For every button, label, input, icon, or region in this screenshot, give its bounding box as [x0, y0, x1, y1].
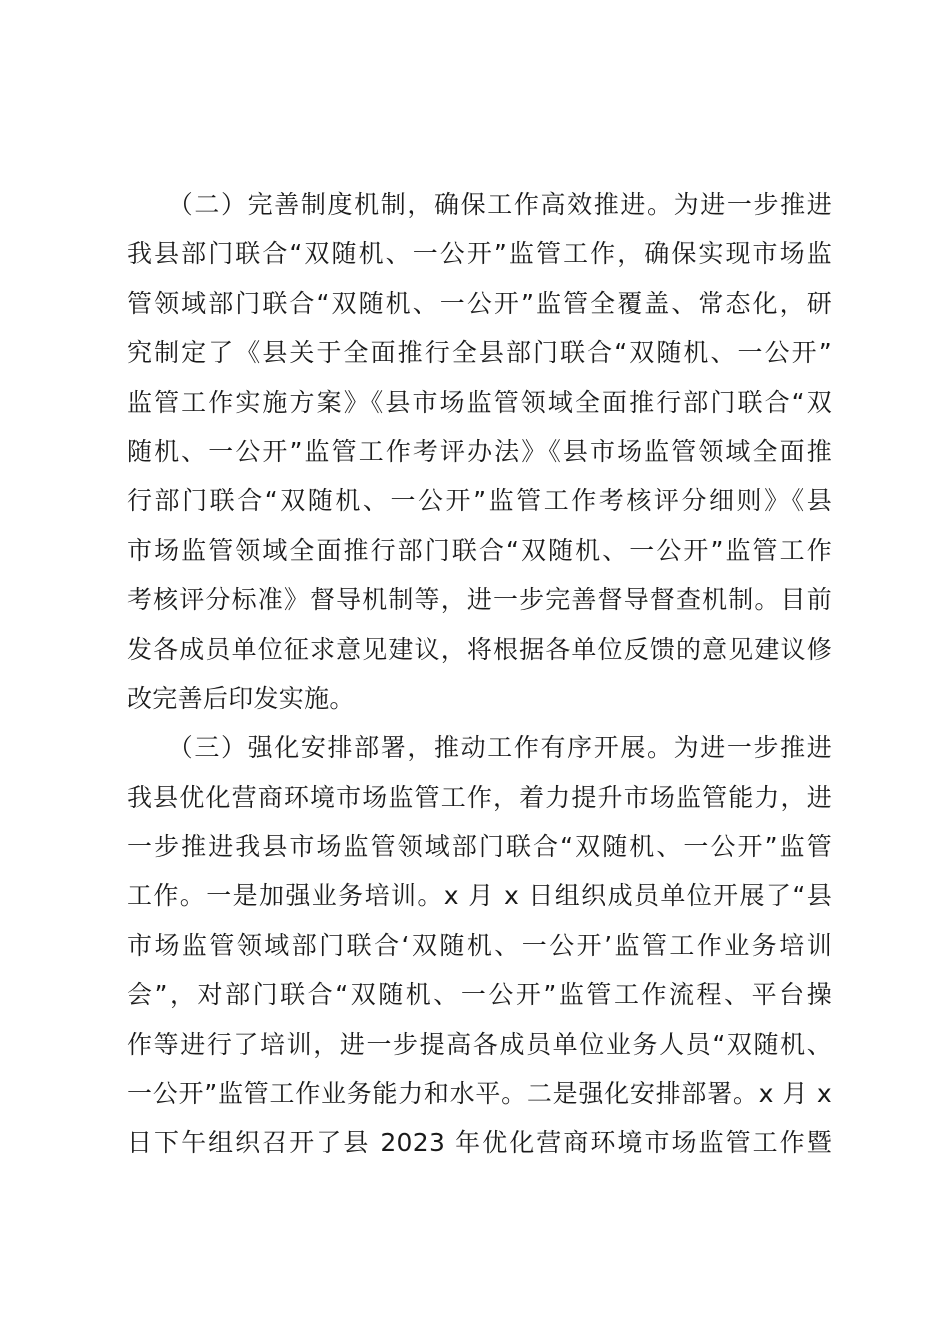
text-line: 行部门联合“双随机、一公开”监管工作考核评分细则》《县 [127, 486, 832, 516]
text-line: （二）完善制度机制，确保工作高效推进。为进一步推进 [127, 190, 832, 219]
text-line: 作等进行了培训，进一步提高各成员单位业务人员“双随机、 [127, 1029, 832, 1059]
text-line: 我县优化营商环境市场监管工作，着力提升市场监管能力，进 [127, 782, 832, 812]
text-line: 究制定了《县关于全面推行全县部门联合“双随机、一公开” [127, 338, 832, 368]
text-line: 考核评分标准》督导机制等，进一步完善督导督查机制。目前 [127, 585, 832, 615]
text-line: 管领域部门联合“双随机、一公开”监管全覆盖、常态化，研 [127, 288, 832, 318]
paragraph-institutional-mechanism [127, 180, 832, 723]
text-line: （三）强化安排部署，推动工作有序开展。为进一步推进 [127, 733, 832, 763]
text-line: 随机、一公开”监管工作考评办法》《县市场监管领域全面推 [127, 436, 832, 466]
document-body [127, 180, 832, 1168]
text-line: 工作。一是加强业务培训。x 月 x 日组织成员单位开展了“县 [127, 881, 832, 911]
text-line: 我县部门联合“双随机、一公开”监管工作，确保实现市场监 [127, 239, 832, 269]
text-line: 市场监管领域部门联合‘双随机、一公开’监管工作业务培训 [127, 930, 832, 960]
text-line: 发各成员单位征求意见建议，将根据各单位反馈的意见建议修 [127, 634, 832, 664]
text-line: 市场监管领域全面推行部门联合“双随机、一公开”监管工作 [127, 535, 832, 565]
paragraph-deployment-arrangement [127, 723, 832, 1168]
text-line: 会”，对部门联合“双随机、一公开”监管工作流程、平台操 [127, 980, 832, 1010]
text-line: 一公开”监管工作业务能力和水平。二是强化安排部署。x 月 x [127, 1079, 832, 1109]
text-line: 改完善后印发实施。 [127, 683, 355, 713]
text-line: 一步推进我县市场监管领域部门联合“双随机、一公开”监管 [127, 832, 832, 862]
text-line: 日下午组织召开了县 2023 年优化营商环境市场监管工作暨 [127, 1128, 832, 1158]
text-line: 监管工作实施方案》《县市场监管领域全面推行部门联合“双 [127, 387, 832, 417]
